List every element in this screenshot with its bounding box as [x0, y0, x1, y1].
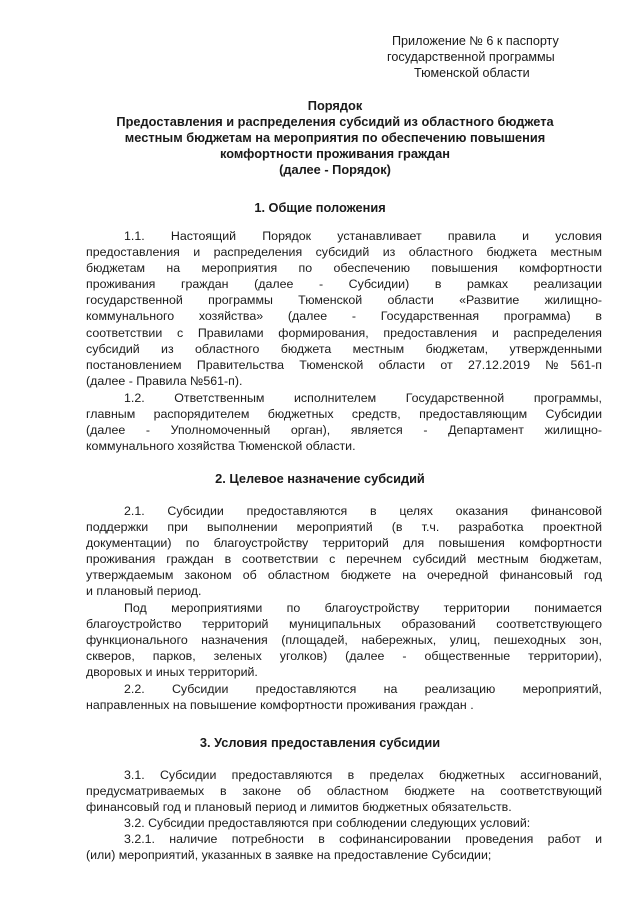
paragraph-2-2: [86, 681, 602, 713]
section-heading: 3. Условия предоставления субсидии: [199, 735, 441, 750]
paragraph-3-1: [86, 767, 602, 815]
text-line: поддержки при выполнении мероприятий (в т.ч. разработка проектной: [86, 520, 602, 535]
text-line: дворовых и иных территорий.: [86, 665, 258, 680]
title-line: (далее - Порядок): [279, 162, 391, 177]
paragraph-1-2: [86, 390, 602, 454]
text-line: (далее - Правила №561-п).: [86, 373, 243, 388]
appendix-line: Тюменской области: [414, 66, 530, 80]
text-line: 3.1. Субсидии предоставляются в пределах бюджетных ассигнований,: [124, 768, 602, 782]
appendix-line: Приложение № 6 к паспорту: [392, 34, 559, 48]
text-line: документации) по благоустройству территорий для повышения комфортности: [86, 536, 602, 551]
text-line: главным распорядителем бюджетных средств, предоставляющим Субсидии: [86, 407, 602, 422]
text-line: проживания граждан (далее - Субсидии) в рамках реализации: [86, 277, 602, 292]
text-line: утверждаемым законом об областном бюджете на очередной финансовый год: [86, 568, 602, 583]
text-line: функционального назначения (площадей, набережных, улиц, пешеходных зон,: [86, 633, 602, 648]
title-line: Предоставления и распределения субсидий из областного бюджета: [116, 114, 554, 129]
text-line: направленных на повышение комфортности проживания граждан .: [86, 698, 474, 713]
text-line: предоставления и распределения субсидий из областного бюджета местным: [86, 245, 602, 260]
text-line: 2.1. Субсидии предоставляются в целях оказания финансовой: [124, 504, 602, 518]
text-line: финансовый год и плановый период и лимитов бюджетных обязательств.: [86, 800, 512, 815]
paragraph-2-1: [86, 503, 602, 600]
title-line: Порядок: [307, 98, 363, 113]
paragraph-2-note: [86, 600, 602, 680]
text-line: 1.2. Ответственным исполнителем Государственной программы,: [124, 391, 602, 405]
document-title: [100, 98, 570, 178]
text-line: коммунального хозяйства Тюменской области.: [86, 439, 356, 454]
appendix-line: государственной программы: [387, 50, 555, 64]
text-line: и плановый период.: [86, 584, 202, 599]
text-line: коммунального хозяйства» (далее - Государственная программа) в: [86, 309, 602, 324]
text-line: бюджетам на мероприятия по обеспечению повышения комфортности: [86, 261, 602, 276]
section-heading: 2. Целевое назначение субсидий: [215, 471, 425, 486]
text-line: государственной программы Тюменской области «Развитие жилищно-: [86, 293, 602, 308]
text-line: 3.2. Субсидии предоставляются при соблюдении следующих условий:: [124, 816, 531, 830]
text-line: Под мероприятиями по благоустройству территории понимается: [124, 601, 602, 615]
text-line: субсидий из областного бюджета местным бюджетам, утвержденными: [86, 341, 602, 356]
title-line: местным бюджетам на мероприятия по обеспечению повышения: [124, 130, 546, 145]
text-line: 3.2.1. наличие потребности в софинансировании проведения работ и: [124, 832, 602, 846]
text-line: скверов, парков, зеленых уголков) (далее - общественные территории),: [86, 649, 602, 664]
text-line: предусматриваемых в законе об областном бюджете на соответствующий: [86, 784, 602, 799]
text-line: проживания граждан в соответствии с перечнем субсидий местным бюджетам,: [86, 552, 602, 567]
paragraph-1-1: [86, 228, 602, 389]
text-line: благоустройство территорий муниципальных образований соответствующего: [86, 617, 602, 632]
text-line: соответствии с Правилами формирования, предоставления и распределения: [86, 325, 602, 340]
section-heading: 1. Общие положения: [254, 200, 386, 215]
appendix-note: [384, 33, 594, 81]
text-line: 1.1. Настоящий Порядок устанавливает правила и условия: [124, 229, 602, 243]
text-line: постановлением Правительства Тюменской области от 27.12.2019 №561-п: [86, 357, 602, 372]
text-line: (далее - Уполномоченный орган), является - Департамент жилищно-: [86, 423, 602, 438]
paragraph-3-2: [86, 815, 602, 831]
paragraph-3-2-1: [86, 831, 602, 863]
text-line: 2.2. Субсидии предоставляются на реализацию мероприятий,: [124, 682, 602, 696]
title-line: комфортности проживания граждан: [220, 146, 450, 161]
text-line: (или) мероприятий, указанных в заявке на предоставление Субсидии;: [86, 848, 492, 863]
